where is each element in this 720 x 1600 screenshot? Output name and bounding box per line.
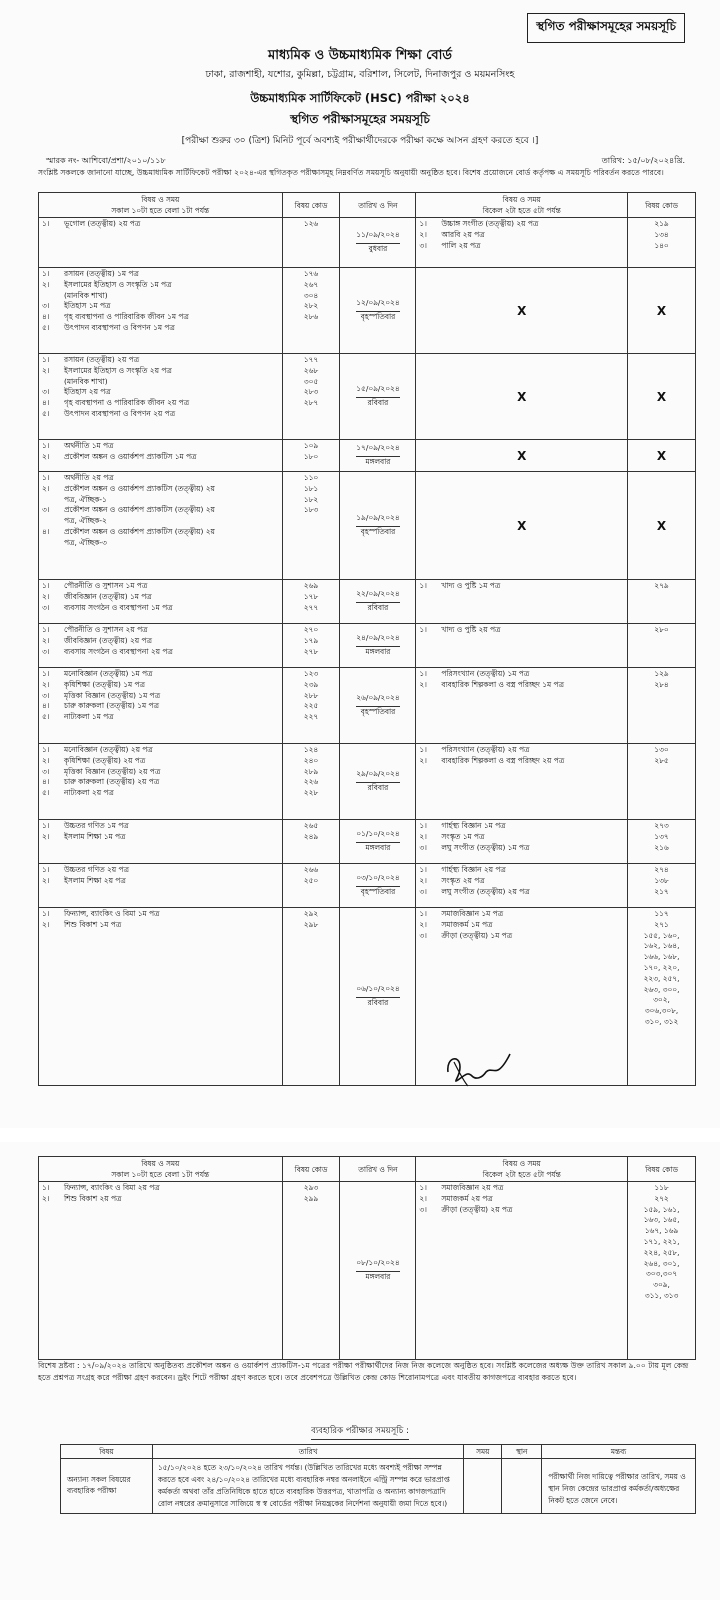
subject-code: ২৮৮ (303, 690, 319, 700)
morning-codes (282, 864, 340, 908)
subject-line: ১। অর্থনীতি ২য় পত্র (42, 473, 114, 482)
notice-page-2 (0, 1142, 720, 1600)
subject-code: ১১৮ (654, 1183, 669, 1192)
subject-code: ১৭০, ২২০, (643, 962, 680, 972)
not-applicable-mark: X (517, 448, 527, 463)
subject-code: ১৭৭ (303, 355, 319, 364)
afternoon-subjects (416, 668, 628, 744)
subject-line: ১। খাদ্য ও পুষ্টি ২য় পত্র (419, 625, 501, 634)
subject-code: ২৬৭ (303, 279, 319, 289)
afternoon-subjects (416, 268, 628, 354)
subject-line: ৩। লঘু সংগীত (তত্ত্বীয়) ১ম পত্র (419, 842, 530, 852)
subject-code: ১৬২, ১৬৪, (643, 941, 680, 951)
subject-code: ২৩৯ (303, 679, 319, 689)
subject-code: ১১০ (303, 473, 319, 482)
subject-line: পত্র, ঐচ্ছিক-৩ (64, 537, 107, 547)
subject-line: ৫। উৎপাদন ব্যবস্থাপনা ও বিপণন ২য় পত্র (42, 408, 176, 418)
morning-subjects (39, 268, 283, 354)
practical-dates: ১৫/১০/২০২৪ হতে ২৩/১০/২০২৪ তারিখ পর্যন্ত। (উল্লিখিত তারিখের মধ্যে অবশ্যই পরীক্ষা সম্পন্ন করতে হবে এবং ২৪/১০/২০২৪ তারিখের মধ্যে ব্যবহারিক নম্বর অনলাইনে এন্ট্রি সম্পন্ন করে ভারপ্রাপ্ত কর্মকর্তা অথবা তাঁর প্রতিনিধিকে হাতে হাতে ব্যবহারিক উত্তরপত্র, খাতাপত্রি ও অন্যান্য কাগজপত্রাদি রোল নম্বরের ক্রমানুসারে সাজিয়ে স্ব স্ব বোর্ডের পরীক্ষা নিয়ন্ত্রকের নির্দেশনা অনুযায়ী জমা দিতে হবে।) (152, 1459, 463, 1514)
practical-table (60, 1444, 696, 1514)
table-row (39, 472, 696, 580)
subject-code: ২২৫ (303, 701, 319, 711)
morning-subjects (39, 440, 283, 472)
subject-code: ১৭৮ (303, 591, 319, 601)
afternoon-subjects (416, 440, 628, 472)
subject-code: ১৮৩ (303, 505, 319, 515)
signature (438, 1042, 518, 1092)
subject-line: ৫। নাট্যকলা ১ম পত্র (42, 712, 114, 722)
subject-code: ১৮০ (303, 451, 319, 461)
subject-code: ২৫০ (303, 875, 319, 885)
subject-code: ৩০৯, (653, 1280, 670, 1290)
morning-subjects (39, 820, 283, 864)
exam-date-day (340, 440, 416, 472)
morning-subjects (39, 218, 283, 268)
not-applicable-mark: X (517, 303, 527, 318)
prac-col-remark: মন্তব্য (542, 1445, 696, 1459)
subject-line: ২। শিশু বিকাশ ২য় পত্র (42, 1193, 122, 1203)
subject-code: ২৬৫ (303, 821, 319, 830)
exam-date: ১৭/০৯/২০২৪ (356, 443, 399, 457)
exam-day: বুধবার (368, 243, 388, 253)
col-afternoon: বিষয় ও সময় বিকেল ২টা হতে ৫টা পর্যন্ত (416, 1157, 628, 1182)
subject-code: ২৭৭ (303, 602, 319, 612)
exam-date: ০৮/১০/২০২৪ (356, 1258, 399, 1272)
subject-code: ২৮২ (303, 301, 319, 311)
morning-codes (282, 268, 340, 354)
practical-time (464, 1459, 502, 1514)
subject-code: ২২৬ (303, 777, 319, 787)
subject-line: ২। ইসলামের ইতিহাস ও সংস্কৃতি ২য় পত্র (42, 365, 172, 375)
exam-date: ০১/১০/২০২৪ (356, 829, 399, 843)
subject-line: ২। প্রকৌশল অঙ্কন ও ওয়ার্কশপ প্র্যাকটিস (তত্ত্বীয়) ২য় (42, 483, 215, 493)
col-afternoon: বিষয় ও সময় বিকেল ২টা হতে ৫টা পর্যন্ত (416, 193, 628, 218)
subject-line: ২। জীববিজ্ঞান (তত্ত্বীয়) ১ম পত্র (42, 591, 152, 601)
afternoon-subjects (416, 744, 628, 820)
subject-line: পত্র, ঐচ্ছিক-২ (64, 516, 107, 526)
afternoon-subjects (416, 1182, 628, 1360)
subject-code: ২৯৯ (303, 1193, 319, 1203)
subject-line: ২। ইসলাম শিক্ষা ১ম পত্র (42, 831, 126, 841)
subject-code: ২৮৬ (303, 312, 319, 322)
exam-day: বৃহস্পতিবার (360, 526, 396, 536)
col-code: বিষয় কোড (282, 1157, 340, 1182)
subject-code: ১৬৭, ১৬৯ (644, 1226, 679, 1236)
exam-day: বৃহস্পতিবার (360, 886, 396, 896)
exam-date: ২২/০৯/২০২৪ (356, 589, 399, 603)
subject-code: ১০৯ (303, 441, 319, 450)
subject-line: ৫। নাট্যকলা ২য় পত্র (42, 788, 114, 798)
board-name: মাধ্যমিক ও উচ্চমাধ্যমিক শিক্ষা বোর্ড (268, 48, 452, 63)
subject-line: ১। অর্থনীতি ১ম পত্র (42, 441, 114, 450)
subject-code: ২৭৯ (654, 581, 669, 590)
subject-line: ৩। লঘু সংগীত (তত্ত্বীয়) ২য় পত্র (419, 886, 530, 896)
subject-line: ১। ফিন্যান্স, ব্যাংকিং ও বিমা ২য় পত্র (42, 1183, 160, 1192)
morning-codes (282, 354, 340, 440)
subject-line: ২। ব্যবহারিক শিল্পকলা ও বস্ত্র পরিচ্ছদ ২য় পত্র (419, 755, 565, 765)
subject-line: ৩। মৃত্তিকা বিজ্ঞান (তত্ত্বীয়) ১ম পত্র (42, 690, 160, 700)
exam-date: ২৯/০৯/২০২৪ (356, 769, 399, 783)
col-morning: বিষয় ও সময় সকাল ১০টা হতে বেলা ১টা পর্যন্ত (39, 1157, 283, 1182)
subject-code: ১৩০ (654, 745, 669, 754)
special-note: বিশেষ দ্রষ্টব্য : ১৭/০৯/২০২৪ তারিখে অনুষ্ঠিতব্য প্রকৌশল অঙ্কন ও ওয়ার্কশপ প্র্যাকটিস-১ম পত্রের পরীক্ষা পরীক্ষার্থীদের নিজ নিজ কলেজে অনুষ্ঠিত হবে। সংশ্লিষ্ট কলেজের অধ্যক্ষ উক্ত তারিখ সকাল ৯.০০ টায় মূল কেন্দ্র হতে প্রশ্নপত্র সংগ্রহ করে পরীক্ষা গ্রহণ করবেন। ড্রইং শিটে পরীক্ষা গ্রহণ করতে হবে। তবে প্রবেশপত্রে উল্লিখিত কেন্দ্র কোড শিরোনামপত্রে এবং যাবতীয় কাগজপত্রে ব্যবহার করতে হবে। (38, 1361, 689, 1382)
exam-day: মঙ্গলবার (365, 456, 391, 466)
morning-codes (282, 440, 340, 472)
subject-line: ১। খাদ্য ও পুষ্টি ১ম পত্র (419, 581, 501, 590)
subject-line: ২। ব্যবহারিক শিল্পকলা ও বস্ত্র পরিচ্ছদ ১ম পত্র (419, 679, 564, 689)
table-row (39, 864, 696, 908)
practical-remark: পরীক্ষার্থী নিজ দায়িত্বে পরীক্ষার তারিখ, সময় ও স্থান নিজ কেন্দ্রের ভারপ্রাপ্ত কর্মকর্তা/অধ্যক্ষের নিকট হতে জেনে নেবে। (542, 1459, 696, 1514)
subject-line: ৩। ইতিহাস ১ম পত্র (42, 301, 111, 311)
practical-title: ব্যবহারিক পরীক্ষার সময়সূচি : (0, 1424, 720, 1440)
exam-date: ০৬/১০/২০২৪ (356, 984, 399, 998)
afternoon-codes (628, 440, 696, 472)
afternoon-codes (628, 668, 696, 744)
issue-date: তারিখ: ১৫/০৮/২০২৪খ্রি. (601, 156, 685, 165)
afternoon-subjects (416, 354, 628, 440)
table-row (39, 820, 696, 864)
subject-code: ১২৯ (654, 669, 669, 678)
subject-code: ২৯৩ (303, 1183, 319, 1192)
subject-line: ১। ফিন্যান্স, ব্যাংকিং ও বিমা ১ম পত্র (42, 909, 160, 918)
subject-code: ৩০৩,৩০৭ (645, 1269, 678, 1279)
afternoon-codes (628, 218, 696, 268)
prac-col-time: সময় (464, 1445, 502, 1459)
col-code-2: বিষয় কোড (628, 193, 696, 218)
prac-col-subject: বিষয় (61, 1445, 153, 1459)
exam-day: মঙ্গলবার (365, 1271, 391, 1281)
subject-code: ২৬৬ (303, 865, 319, 874)
exam-date: ১১/০৯/২০২৪ (356, 230, 399, 244)
table-row (39, 668, 696, 744)
subject-line: ১। উচ্চতর গণিত ১ম পত্র (42, 821, 129, 830)
subject-code: ১৪০ (654, 240, 669, 250)
subject-code: ২৪০ (303, 755, 319, 765)
morning-subjects (39, 624, 283, 668)
subject-code: ২৬৯ (303, 581, 319, 590)
subject-code: ২৭৮ (303, 646, 319, 656)
subject-line: ২। কৃষিশিক্ষা (তত্ত্বীয়) ১ম পত্র (42, 679, 145, 689)
subject-code: ১৮২ (303, 494, 319, 504)
subject-line: ৪। চারু কারুকলা (তত্ত্বীয়) ১ম পত্র (42, 701, 159, 711)
memo-number: স্মারক নং- আশিবো/প্রশা/২০১০/১১৮ (46, 156, 166, 165)
not-applicable-mark: X (517, 389, 527, 404)
subject-line: ৩। ইতিহাস ২য় পত্র (42, 387, 111, 397)
subject-code: ২৭৩ (654, 821, 669, 830)
not-applicable-mark: X (656, 303, 667, 318)
subject-line: (মানবিক শাখা) (64, 376, 108, 386)
not-applicable-mark: X (656, 389, 667, 404)
exam-date-day (340, 472, 416, 580)
subject-code: ১২৪ (303, 745, 319, 754)
afternoon-codes (628, 744, 696, 820)
table-row (39, 440, 696, 472)
subject-line: ৪। চারু কারুকলা (তত্ত্বীয়) ২য় পত্র (42, 777, 160, 787)
subject-code: ৩০২, (653, 995, 670, 1005)
subject-code: ২৬৮ (303, 365, 319, 375)
schedule-table (38, 192, 696, 1086)
exam-day: রবিবার (367, 782, 389, 792)
subject-code: ১৭৬ (303, 269, 319, 278)
subject-code: ২৮৯ (303, 766, 319, 776)
morning-codes (282, 908, 340, 1086)
subject-code: ২৬৩, ৩০০, (643, 984, 680, 994)
table-row (39, 218, 696, 268)
table-header-row (39, 1157, 696, 1182)
intro-text: সংশ্লিষ্ট সকলকে জানানো যাচ্ছে, উচ্চমাধ্যমিক সার্টিফিকেট পরীক্ষা ২০২৪-এর স্থগিতকৃত পরীক্ষাসমূহ নিম্নবর্ণিত সময়সূচি অনুযায়ী অনুষ্ঠিত হবে। বিশেষ প্রয়োজনে বোর্ড কর্তৃপক্ষ এ সময়সূচি পরিবর্তন করতে পারবে। (38, 168, 664, 177)
not-applicable-mark: X (517, 518, 527, 533)
not-applicable-mark: X (656, 448, 667, 463)
subject-line: ২। সংস্কৃত ১ম পত্র (419, 831, 485, 841)
exam-day: রবিবার (367, 997, 389, 1007)
schedule-subtitle: স্থগিত পরীক্ষাসমূহের সময়সূচি (290, 112, 430, 126)
subject-code: ২৮৪ (654, 679, 669, 689)
subject-line: ২। প্রকৌশল অঙ্কন ও ওয়ার্কশপ প্র্যাকটিস ১ম পত্র (42, 451, 197, 461)
morning-subjects (39, 864, 283, 908)
subject-line: ৩। মৃত্তিকা বিজ্ঞান (তত্ত্বীয়) ২য় পত্র (42, 766, 161, 776)
morning-codes (282, 1182, 340, 1360)
subject-line: ১। সমাজবিজ্ঞান ২য় পত্র (419, 1183, 504, 1192)
subject-line: ৩। ব্যবসায় সংগঠন ও ব্যবস্থাপনা ১ম পত্র (42, 602, 173, 612)
subject-line: ৩। ক্রীড়া (তত্ত্বীয়) ২য় পত্র (419, 1204, 513, 1214)
exam-date: ১৫/০৯/২০২৪ (356, 384, 399, 398)
exam-date: ২৬/০৯/২০২৪ (356, 693, 399, 707)
table-row (39, 1182, 696, 1360)
col-date-day: তারিখ ও দিন (340, 193, 416, 218)
subject-code: ২৮৫ (654, 755, 669, 765)
morning-codes (282, 624, 340, 668)
afternoon-subjects (416, 624, 628, 668)
subject-code: ২২৮ (303, 788, 319, 798)
practical-place (502, 1459, 542, 1514)
subject-code: ২৭১ (654, 919, 669, 929)
subject-line: ২। শিশু বিকাশ ১ম পত্র (42, 919, 122, 929)
morning-codes (282, 580, 340, 624)
afternoon-codes (628, 864, 696, 908)
exam-date-day (340, 580, 416, 624)
subject-line: ১। রসায়ন (তত্ত্বীয়) ২য় পত্র (42, 355, 140, 364)
morning-subjects (39, 354, 283, 440)
table-header-row (39, 193, 696, 218)
subject-code: ১৫৯, ১৬১, (643, 1204, 680, 1214)
subject-code: ১৭১, ২২১, (643, 1236, 680, 1246)
subject-code: ১৩৮ (654, 875, 669, 885)
morning-subjects (39, 580, 283, 624)
subject-line: ২। জীববিজ্ঞান (তত্ত্বীয়) ২য় পত্র (42, 635, 152, 645)
subject-line: ১। পৌরনীতি ও সুশাসন ২য় পত্র (42, 625, 148, 634)
table-row (39, 268, 696, 354)
exam-title: উচ্চমাধ্যমিক সার্টিফিকেট (HSC) পরীক্ষা ২০২৪ (250, 91, 470, 105)
subject-code: ২১৭ (654, 886, 669, 896)
morning-subjects (39, 472, 283, 580)
subject-line: ১। সমাজবিজ্ঞান ১ম পত্র (419, 909, 504, 918)
practical-header-row (61, 1445, 696, 1459)
instruction-note: [পরীক্ষা শুরুর ৩০ (ত্রিশ) মিনিট পূর্বে অবশ্যই পরীক্ষার্থীদেরকে পরীক্ষা কক্ষে আসন গ্রহণ করতে হবে ।] (181, 136, 539, 146)
practical-subject: অন্যান্য সকল বিষয়ের ব্যবহারিক পরীক্ষা (61, 1459, 153, 1514)
afternoon-codes (628, 624, 696, 668)
exam-date-day (340, 268, 416, 354)
table-row (39, 908, 696, 1086)
subject-code: ৩০৬,৩০৮, (644, 1006, 679, 1016)
afternoon-subjects (416, 864, 628, 908)
exam-date: ২৪/০৯/২০২৪ (356, 633, 399, 647)
afternoon-codes (628, 1182, 696, 1360)
subject-code: ২১৬ (654, 842, 669, 852)
subject-line: ৪। গৃহ ব্যবস্থাপনা ও পারিবারিক জীবন ২য় পত্র (42, 398, 190, 408)
subject-line: ৫। উৎপাদন ব্যবস্থাপনা ও বিপণন ১ম পত্র (42, 322, 175, 332)
subject-line: ১। রসায়ন (তত্ত্বীয়) ১ম পত্র (42, 269, 139, 278)
subject-code: ৩১০, ৩১২ (644, 1016, 679, 1026)
morning-codes (282, 744, 340, 820)
exam-date: ১৯/০৯/২০২৪ (356, 513, 399, 527)
subject-line: ২। কৃষিশিক্ষা (তত্ত্বীয়) ২য় পত্র (42, 755, 146, 765)
subject-line: ৩। পালি ২য় পত্র (419, 240, 481, 250)
exam-day: বৃহস্পতিবার (360, 311, 396, 321)
afternoon-codes (628, 580, 696, 624)
subject-line: ২। সমাজকর্ম ১ম পত্র (419, 919, 493, 929)
subject-line: ১। উচ্চাঙ্গ সংগীত (তত্ত্বীয়) ২য় পত্র (419, 219, 539, 228)
not-applicable-mark: X (656, 518, 667, 533)
practical-row (61, 1459, 696, 1514)
morning-subjects (39, 744, 283, 820)
subject-code: ২২৭ (303, 712, 319, 722)
subject-line: ১। মনোবিজ্ঞান (তত্ত্বীয়) ২য় পত্র (42, 745, 153, 754)
subject-code: ৩০৫ (303, 376, 319, 386)
subject-line: ১। মনোবিজ্ঞান (তত্ত্বীয়) ১ম পত্র (42, 669, 153, 678)
afternoon-codes (628, 472, 696, 580)
exam-date-day (340, 820, 416, 864)
subject-code: ১১৭ (654, 909, 669, 918)
afternoon-codes (628, 268, 696, 354)
subject-line: ২। আরবি ২য় পত্র (419, 229, 485, 239)
exam-date-day (340, 354, 416, 440)
subject-code: ১২৬ (303, 219, 319, 228)
subject-line: ৪। প্রকৌশল অঙ্কন ও ওয়ার্কশপ প্র্যাকটিস (তত্ত্বীয়) ২য় (42, 526, 215, 536)
subject-code: ২৪৯ (303, 831, 319, 841)
afternoon-subjects (416, 218, 628, 268)
boards-list: ঢাকা, রাজশাহী, যশোর, কুমিল্লা, চট্টগ্রাম, বরিশাল, সিলেট, দিনাজপুর ও ময়মনসিংহ (205, 69, 515, 80)
subject-code: ২৮০ (654, 625, 669, 634)
subject-code: ১৩৭ (654, 831, 669, 841)
subject-code: ১৩৪ (654, 229, 669, 239)
exam-date-day (340, 668, 416, 744)
subject-code: ২৮৭ (303, 398, 319, 408)
table-row (39, 580, 696, 624)
table-row (39, 354, 696, 440)
subject-code: ২৭২ (654, 1193, 669, 1203)
subject-code: ২২৪, ২৫৮, (643, 1247, 680, 1257)
afternoon-subjects (416, 472, 628, 580)
table-row (39, 624, 696, 668)
subject-code: ২১৯ (654, 219, 669, 228)
subject-line: ১। গার্হস্থ্য বিজ্ঞান ২য় পত্র (419, 865, 506, 874)
exam-date-day (340, 864, 416, 908)
exam-day: রবিবার (367, 397, 389, 407)
subject-code: ৩১১, ৩১৩ (644, 1290, 679, 1300)
subject-line: ১। গার্হস্থ্য বিজ্ঞান ১ম পত্র (419, 821, 506, 830)
notice-title-box: স্থগিত পরীক্ষাসমূহের সময়সূচি (527, 13, 685, 43)
exam-day: মঙ্গলবার (365, 646, 391, 656)
subject-code: ২২৩, ২৫৭, (643, 973, 680, 983)
afternoon-subjects (416, 820, 628, 864)
subject-code: ২৮৩ (303, 387, 319, 397)
exam-day: বৃহস্পতিবার (360, 706, 396, 716)
subject-code: ১৬৬, ১৬৮, (643, 952, 680, 962)
exam-date-day (340, 908, 416, 1086)
afternoon-codes (628, 354, 696, 440)
col-code-2: বিষয় কোড (628, 1157, 696, 1182)
morning-subjects (39, 668, 283, 744)
subject-code: ২৯৮ (303, 919, 319, 929)
exam-day: মঙ্গলবার (365, 842, 391, 852)
subject-line: ২। সমাজকর্ম ২য় পত্র (419, 1193, 493, 1203)
subject-line: (মানবিক শাখা) (64, 290, 108, 300)
subject-line: ২। ইসলাম শিক্ষা ২য় পত্র (42, 875, 126, 885)
exam-day: রবিবার (367, 602, 389, 612)
schedule-table-continued (38, 1156, 696, 1360)
table-row (39, 744, 696, 820)
exam-date: ১২/০৯/২০২৪ (356, 298, 399, 312)
morning-codes (282, 668, 340, 744)
prac-col-date: তারিখ (152, 1445, 463, 1459)
subject-code: ১৮১ (303, 483, 319, 493)
subject-code: ২৬৪, ৩০১, (643, 1258, 680, 1268)
subject-line: ১। উচ্চতর গণিত ২য় পত্র (42, 865, 129, 874)
subject-code: ১৫৫, ১৬০, (643, 930, 680, 940)
morning-codes (282, 472, 340, 580)
morning-subjects (39, 908, 283, 1086)
subject-code: ২৭০ (303, 625, 319, 634)
exam-date-day (340, 744, 416, 820)
afternoon-codes (628, 908, 696, 1086)
morning-codes (282, 820, 340, 864)
prac-col-place: স্থান (502, 1445, 542, 1459)
col-date-day: তারিখ ও দিন (340, 1157, 416, 1182)
subject-line: পত্র, ঐচ্ছিক-১ (64, 494, 107, 504)
exam-date-day (340, 624, 416, 668)
subject-line: ১। পরিসংখ্যান (তত্ত্বীয়) ১ম পত্র (419, 669, 530, 678)
morning-subjects (39, 1182, 283, 1360)
page-gap (0, 1128, 720, 1142)
exam-date-day (340, 218, 416, 268)
col-morning: বিষয় ও সময় সকাল ১০টা হতে বেলা ১টা পর্যন্ত (39, 193, 283, 218)
afternoon-codes (628, 820, 696, 864)
subject-line: ১। পৌরনীতি ও সুশাসন ১ম পত্র (42, 581, 148, 590)
subject-code: ১৭৯ (303, 635, 319, 645)
subject-line: ৩। ব্যবসায় সংগঠন ও ব্যবস্থাপনা ২য় পত্র (42, 646, 173, 656)
subject-code: ৩০৪ (303, 290, 319, 300)
morning-codes (282, 218, 340, 268)
subject-line: ৩। প্রকৌশল অঙ্কন ও ওয়ার্কশপ প্র্যাকটিস (তত্ত্বীয়) ২য় (42, 505, 215, 515)
subject-code: ২৯২ (303, 909, 319, 918)
subject-line: ১। পরিসংখ্যান (তত্ত্বীয়) ২য় পত্র (419, 745, 530, 754)
subject-line: ৪। গৃহ ব্যবস্থাপনা ও পারিবারিক জীবন ১ম পত্র (42, 312, 189, 322)
subject-code: ২৭৪ (654, 865, 669, 874)
subject-line: ২। সংস্কৃত ২য় পত্র (419, 875, 485, 885)
col-code: বিষয় কোড (282, 193, 340, 218)
exam-date: ০৩/১০/২০২৪ (356, 873, 399, 887)
subject-line: ২। ইসলামের ইতিহাস ও সংস্কৃতি ১ম পত্র (42, 279, 172, 289)
subject-line: ১। ভূগোল (তত্ত্বীয়) ২য় পত্র (42, 219, 141, 228)
subject-code: ১৬৩, ১৬৫, (643, 1215, 680, 1225)
afternoon-subjects (416, 580, 628, 624)
subject-line: ৩। ক্রীড়া (তত্ত্বীয়) ১ম পত্র (419, 930, 513, 940)
subject-code: ১২৩ (303, 669, 319, 678)
exam-date-day (340, 1182, 416, 1360)
